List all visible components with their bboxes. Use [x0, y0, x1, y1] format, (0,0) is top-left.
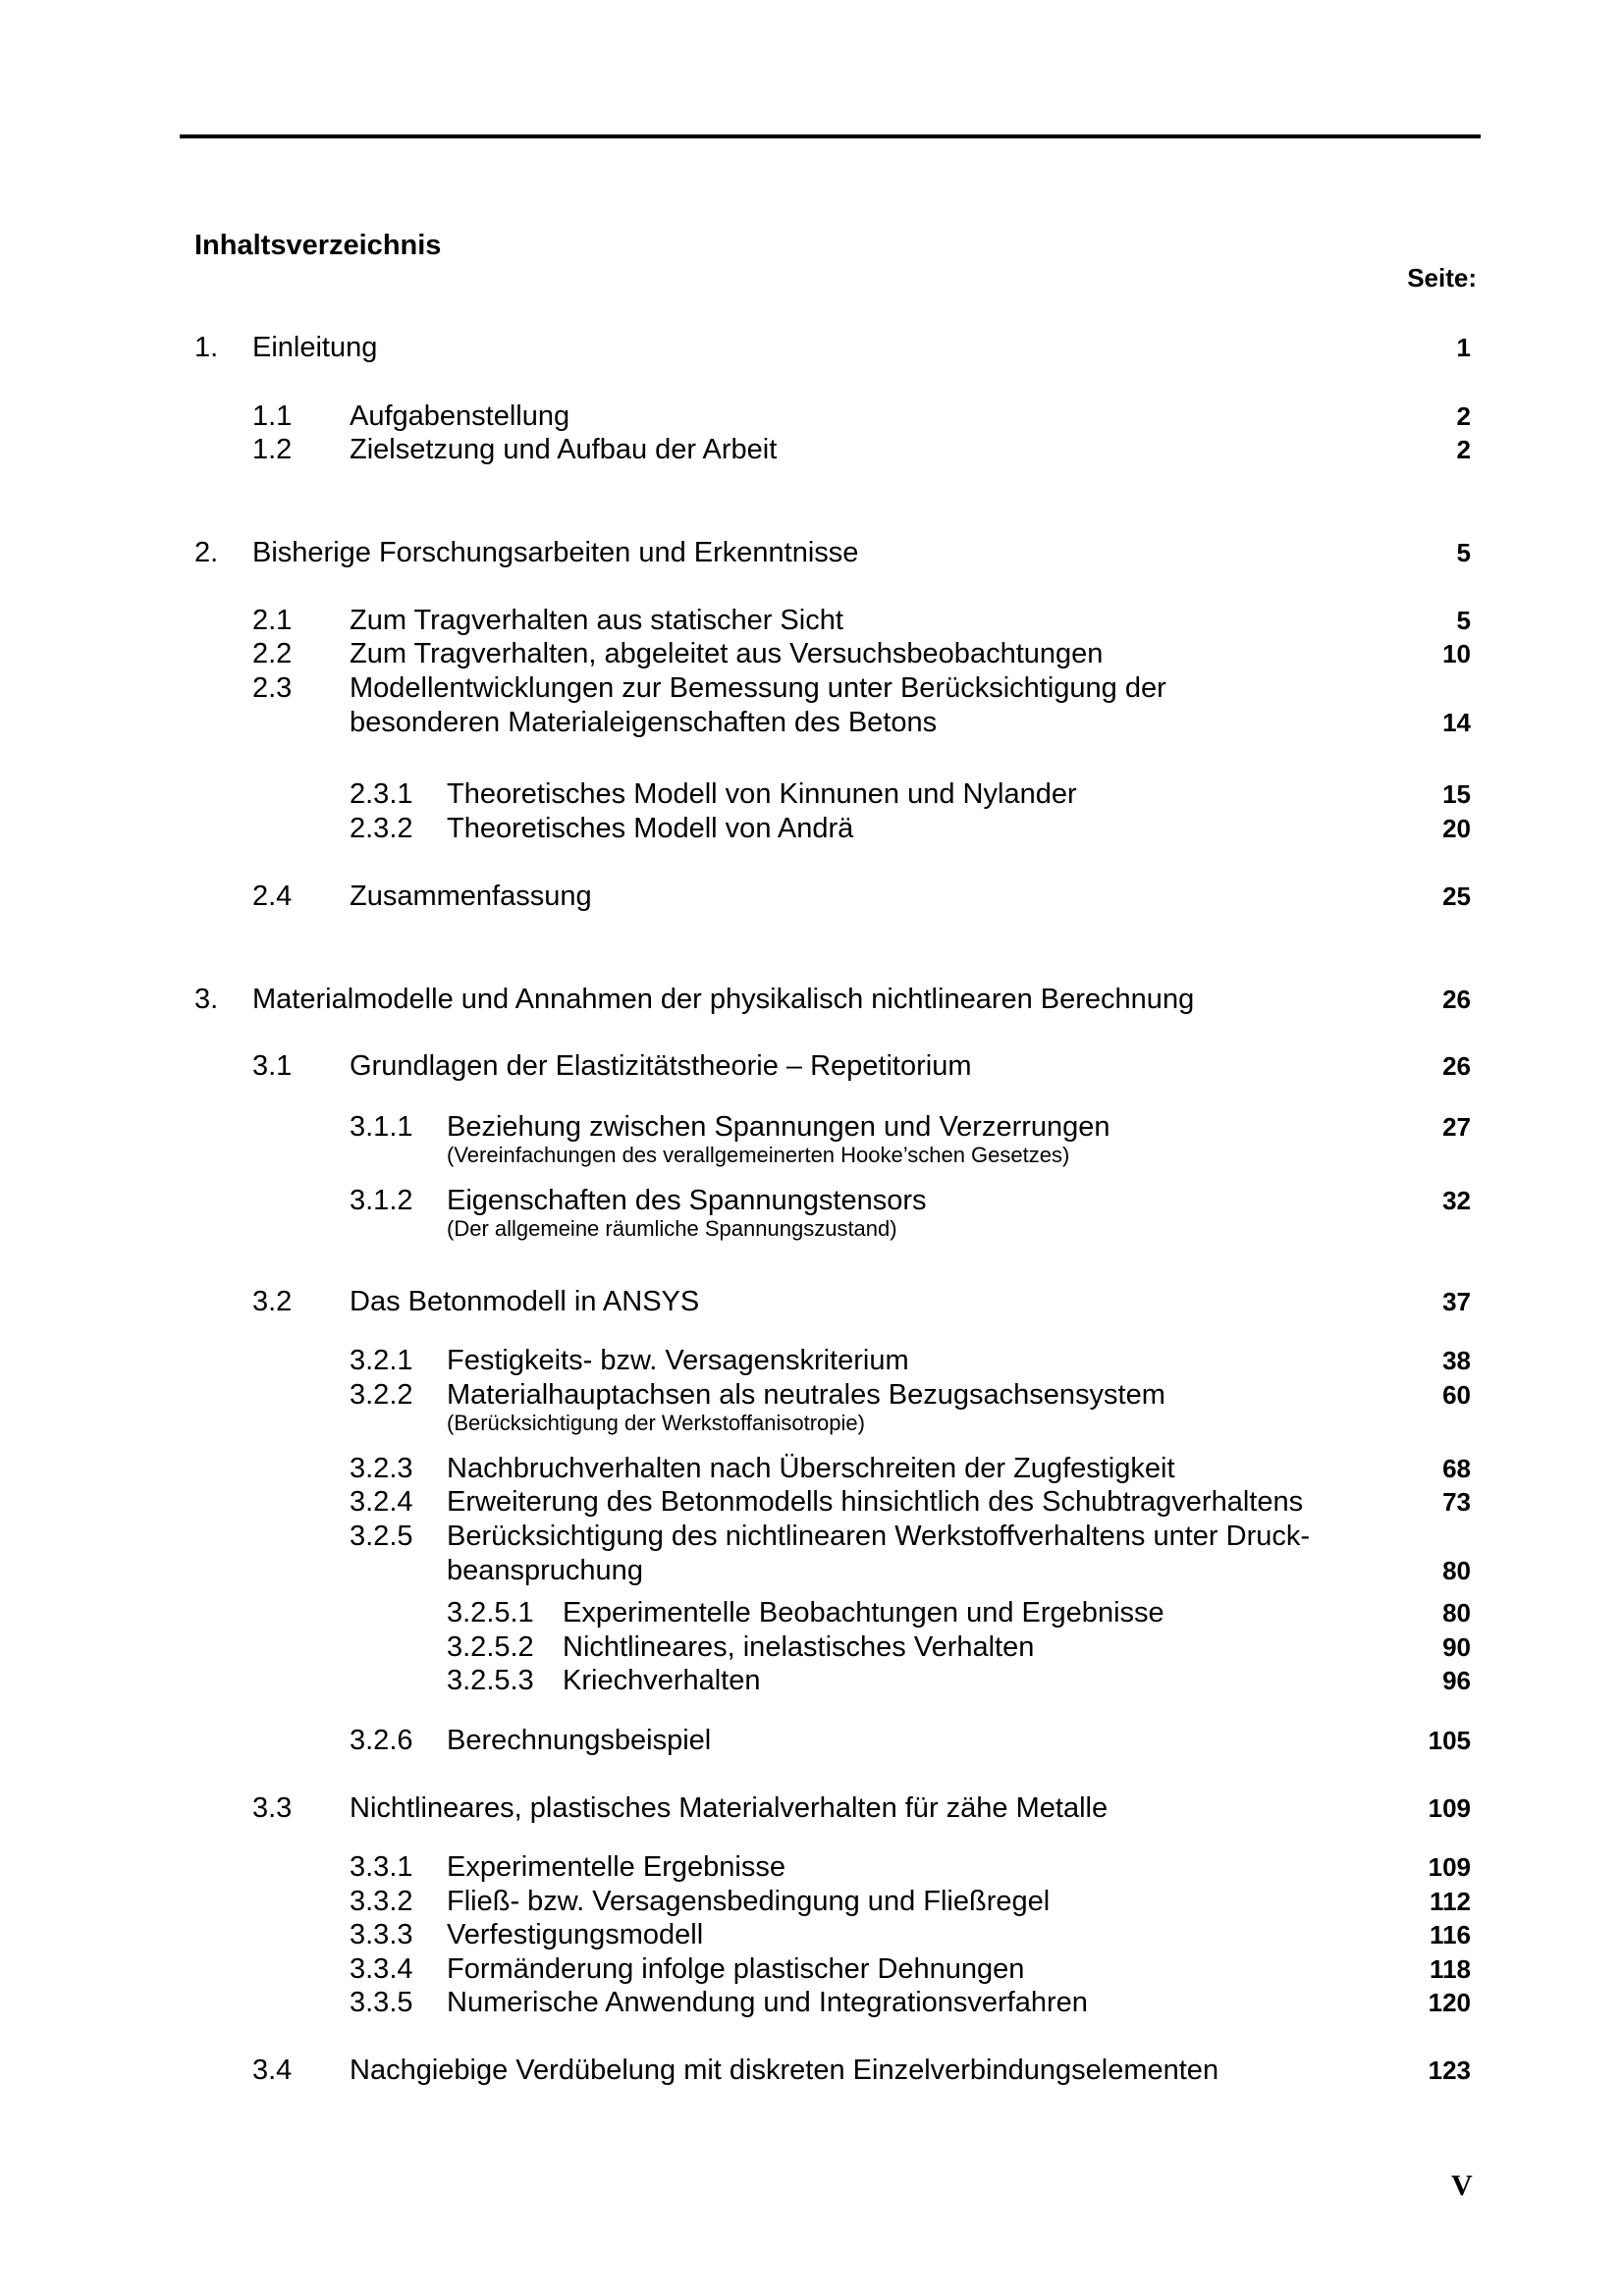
toc-entry-page: 105: [1428, 1726, 1471, 1755]
toc-entry-label: Zusammenfassung: [350, 881, 592, 912]
toc-entry-label: Materialmodelle und Annahmen der physikalisch nichtlinearen Berechnung: [252, 984, 1195, 1015]
toc-entry-page: 96: [1442, 1666, 1471, 1695]
toc-entry-label: Kriechverhalten: [563, 1665, 761, 1696]
toc-entry-label: Verfestigungsmodell: [447, 1919, 704, 1950]
toc-entry-page: 20: [1442, 814, 1471, 843]
toc-entry-page: 109: [1428, 1852, 1471, 1882]
toc-entry-label: Materialhauptachsen als neutrales Bezugsachsensystem: [447, 1379, 1165, 1411]
toc-title: Inhaltsverzeichnis: [194, 230, 442, 261]
toc-entry-page: 27: [1442, 1112, 1471, 1142]
page-column-label: Seite:: [1407, 263, 1477, 293]
toc-entry-label: Nichtlineares, plastisches Materialverhalten für zähe Metalle: [350, 1792, 1109, 1824]
toc-entry-page: 1: [1456, 333, 1471, 362]
page-number: V: [1451, 2169, 1473, 2202]
toc-entry-page: 14: [1442, 708, 1471, 737]
toc-entry-number: 3.1.2: [350, 1185, 413, 1216]
toc-entry-label: Einleitung: [252, 332, 378, 363]
toc-entry-number: 1.1: [252, 400, 293, 432]
toc-entry-number: 2.: [194, 537, 219, 568]
toc-entry-number: 1.: [194, 332, 219, 363]
toc-entry-page: 5: [1456, 538, 1471, 567]
toc-entry-page: 25: [1442, 881, 1471, 911]
toc-entry-number: 2.3.1: [350, 778, 413, 810]
toc-entry-label: Beziehung zwischen Spannungen und Verzerrungen: [447, 1111, 1110, 1143]
toc-entry-number: 3.2: [252, 1286, 293, 1317]
toc-entry-label: Erweiterung des Betonmodells hinsichtlich des Schubtragverhaltens: [447, 1486, 1304, 1518]
toc-entry-label: Fließ- bzw. Versagensbedingung und Fließregel: [447, 1886, 1051, 1917]
toc-entry-subtitle: (Berücksichtigung der Werkstoffanisotropie): [447, 1411, 865, 1435]
toc-entry-number: 2.3: [252, 672, 293, 704]
toc-entry-number: 3.2.5.3: [447, 1665, 534, 1696]
toc-entry-number: 3.2.5.2: [447, 1631, 534, 1663]
toc-entry-number: 3.2.2: [350, 1379, 413, 1411]
toc-entry-label: Nachbruchverhalten nach Überschreiten der Zugfestigkeit: [447, 1453, 1175, 1484]
toc-entry-label-continued: besonderen Materialeigenschaften des Betons: [350, 707, 938, 738]
toc-entry-subtitle: (Vereinfachungen des verallgemeinerten Hooke’schen Gesetzes): [447, 1143, 1070, 1167]
toc-entry-number: 2.3.2: [350, 813, 413, 844]
toc-entry-number: 3.2.4: [350, 1486, 413, 1518]
toc-entry-page: 2: [1456, 401, 1471, 431]
toc-entry-label: Berechnungsbeispiel: [447, 1725, 712, 1756]
toc-entry-number: 2.1: [252, 605, 293, 636]
toc-entry-page: 80: [1442, 1556, 1471, 1585]
toc-entry-page: 37: [1442, 1287, 1471, 1316]
toc-entry-label: Zum Tragverhalten, abgeleitet aus Versuchsbeobachtungen: [350, 638, 1104, 669]
toc-entry-number: 3.: [194, 984, 219, 1015]
toc-entry-number: 3.3.2: [350, 1886, 413, 1917]
toc-entry-label-continued: beanspruchung: [447, 1555, 643, 1586]
toc-entry-number: 3.3.3: [350, 1919, 413, 1950]
toc-entry-label: Berücksichtigung des nichtlinearen Werkstoffverhaltens unter Druck-: [447, 1521, 1311, 1552]
toc-entry-page: 68: [1442, 1454, 1471, 1483]
toc-entry-number: 3.3.4: [350, 1953, 413, 1985]
toc-entry-number: 3.2.6: [350, 1725, 413, 1756]
toc-entry-page: 2: [1456, 435, 1471, 464]
toc-entry-page: 32: [1442, 1186, 1471, 1215]
toc-entry-number: 3.2.3: [350, 1453, 413, 1484]
toc-entry-number: 3.3.5: [350, 1987, 413, 2018]
toc-entry-label: Zum Tragverhalten aus statischer Sicht: [350, 605, 843, 636]
toc-entry-number: 3.3: [252, 1792, 293, 1824]
toc-entry-label: Bisherige Forschungsarbeiten und Erkenntnisse: [252, 537, 859, 568]
toc-entry-number: 3.2.5: [350, 1521, 413, 1552]
toc-entry-page: 73: [1442, 1487, 1471, 1517]
toc-entry-page: 120: [1428, 1988, 1471, 2017]
toc-entry-page: 118: [1430, 1954, 1471, 1984]
toc-entry-label: Theoretisches Modell von Andrä: [447, 813, 854, 844]
toc-entry-label: Numerische Anwendung und Integrationsverfahren: [447, 1987, 1088, 2018]
toc-entry-number: 1.2: [252, 434, 293, 465]
toc-entry-page: 26: [1442, 985, 1471, 1014]
toc-entry-page: 109: [1428, 1793, 1471, 1823]
toc-entry-number: 3.1.1: [350, 1111, 413, 1143]
toc-entry-subtitle: (Der allgemeine räumliche Spannungszustand): [447, 1216, 897, 1241]
toc-entry-page: 5: [1456, 606, 1471, 635]
toc-entry-page: 112: [1430, 1887, 1471, 1916]
toc-entry-label: Aufgabenstellung: [350, 400, 570, 432]
toc-entry-label: Nichtlineares, inelastisches Verhalten: [563, 1631, 1035, 1663]
toc-entry-number: 3.1: [252, 1050, 293, 1082]
toc-entry-label: Nachgiebige Verdübelung mit diskreten Einzelverbindungselementen: [350, 2055, 1219, 2086]
toc-entry-label: Das Betonmodell in ANSYS: [350, 1286, 700, 1317]
toc-entry-label: Zielsetzung und Aufbau der Arbeit: [350, 434, 778, 465]
toc-entry-label: Formänderung infolge plastischer Dehnungen: [447, 1953, 1025, 1985]
toc-entry-page: 38: [1442, 1346, 1471, 1375]
toc-entry-number: 2.2: [252, 638, 293, 669]
toc-entry-number: 3.4: [252, 2055, 293, 2086]
toc-entry-label: Experimentelle Beobachtungen und Ergebnisse: [563, 1597, 1164, 1629]
toc-entry-label: Grundlagen der Elastizitätstheorie – Repetitorium: [350, 1050, 972, 1082]
toc-entry-page: 116: [1430, 1920, 1471, 1949]
toc-entry-page: 90: [1442, 1632, 1471, 1662]
toc-entry-label: Eigenschaften des Spannungstensors: [447, 1185, 927, 1216]
toc-entry-page: 123: [1428, 2056, 1471, 2085]
toc-entry-label: Modellentwicklungen zur Bemessung unter Berücksichtigung der: [350, 672, 1166, 704]
toc-entry-number: 3.3.1: [350, 1851, 413, 1883]
toc-entry-label: Theoretisches Modell von Kinnunen und Nylander: [447, 778, 1077, 810]
toc-entry-page: 15: [1442, 779, 1471, 809]
toc-entry-number: 3.2.1: [350, 1345, 413, 1376]
toc-entry-page: 26: [1442, 1051, 1471, 1081]
toc-entry-number: 3.2.5.1: [447, 1597, 534, 1629]
toc-entry-page: 10: [1442, 639, 1471, 668]
toc-entry-page: 80: [1442, 1598, 1471, 1628]
toc-entry-number: 2.4: [252, 881, 293, 912]
toc-entry-page: 60: [1442, 1380, 1471, 1410]
toc-entry-label: Experimentelle Ergebnisse: [447, 1851, 785, 1883]
header-rule: [180, 134, 1481, 138]
toc-entry-label: Festigkeits- bzw. Versagenskriterium: [447, 1345, 909, 1376]
